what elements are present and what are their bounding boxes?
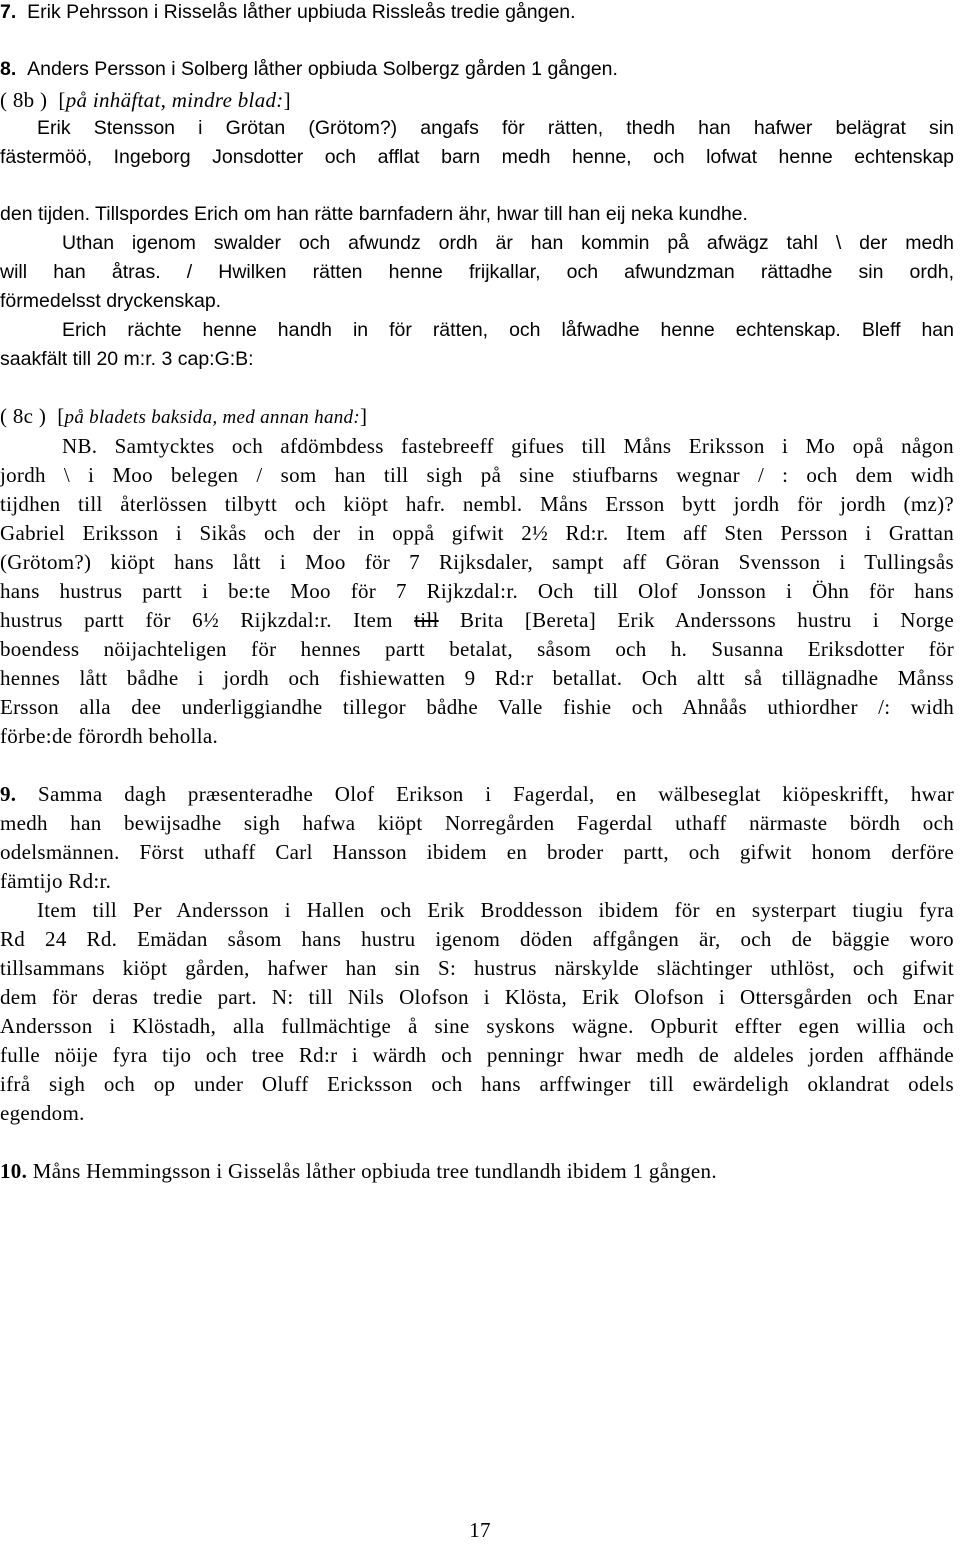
- text-line: Uthan igenom swalder och afwundz ordh är han kommin på afwägz tahl \ der medh: [62, 232, 954, 254]
- note-marker: ( 8c ): [0, 404, 47, 428]
- text-line: jordh \ i Moo belegen / som han till sigh på sine stiufbarns wegnar / : och dem widh: [0, 463, 954, 487]
- item-text: Måns Hemmingsson i Gisselås låther opbiuda tree tundlandh ibidem 1 gången.: [32, 1159, 717, 1183]
- item-7: [0, 0, 576, 27]
- note-marker: ( 8b ): [0, 88, 48, 112]
- text-line: förmedelsst dryckenskap.: [0, 290, 222, 312]
- text-line: tijdhen till återlössen tilbytt och kiöpt hafr. nembl. Måns Ersson bytt jordh för jordh (mz)?: [0, 492, 954, 516]
- item-text: Erik Pehrsson i Risselås låther upbiuda Rissleås tredie gången.: [27, 1, 576, 23]
- text-line: (Grötom?) kiöpt hans lått i Moo för 7 Rijksdaler, sampt aff Göran Svensson i Tullingsås: [0, 550, 954, 574]
- item-number: 9.: [0, 782, 17, 806]
- text-line: Andersson i Klöstadh, alla fullmächtige å sine syskons wägne. Opburit effter egen willia och: [0, 1014, 954, 1038]
- text-line: will han åtras. / Hwilken rätten henne frijkallar, och afwundzman rättadhe sin ordh,: [0, 261, 954, 283]
- item-number: 7.: [0, 1, 17, 23]
- struck-word: till: [414, 608, 439, 632]
- item-text: Anders Persson i Solberg låther opbiuda Solbergz gården 1 gången.: [27, 58, 618, 80]
- text-line: Item till Per Andersson i Hallen och Erik Broddesson ibidem för en systerpart tiugiu fyra: [37, 898, 954, 922]
- text-line: fästermöö, Ingeborg Jonsdotter och afflat barn medh henne, och lofwat henne echtenskap: [0, 146, 954, 168]
- text-line: Rd 24 Rd. Emädan såsom hans hustru igenom döden affgången är, och de bäggie woro: [0, 927, 954, 951]
- text-line: fämtijo Rd:r.: [0, 869, 112, 893]
- text-line: 9. Samma dagh præsenteradhe Olof Erikson i Fagerdal, en wälbeseglat kiöpeskrifft, hwar: [0, 782, 954, 806]
- text-line: den tijden. Tillspordes Erich om han rätte barnfadern ähr, hwar till han eij neka kundhe.: [0, 203, 748, 225]
- item-10: [0, 1157, 717, 1186]
- page-number: 17: [469, 1518, 491, 1542]
- text-line: odelsmännen. Först uthaff Carl Hansson ibidem en broder partt, och gifwit honom derföre: [0, 840, 954, 864]
- text-line: förbe:de förordh beholla.: [0, 724, 219, 748]
- text-line: saakfält till 20 m:r. 3 cap:G:B:: [0, 348, 254, 370]
- text-line: tillsammans kiöpt gården, hafwer han sin S: hustrus närskylde slächtinger uthlöst, och gifwit: [0, 956, 954, 980]
- text-line: egendom.: [0, 1101, 85, 1125]
- text-line: boendess nöijachteligen för hennes partt betalat, såsom och h. Susanna Eriksdotter för: [0, 637, 954, 661]
- item-number: 8.: [0, 58, 17, 80]
- text-line: NB. Samtycktes och afdömbdess fastebreeff gifues till Måns Eriksson i Mo opå någon: [62, 434, 954, 458]
- item-8: [0, 55, 618, 84]
- text-line: dem för deras tredie part. N: till Nils Olofson i Klösta, Erik Olofson i Ottersgården och Enar: [0, 985, 954, 1009]
- text-line: ifrå sigh och op under Oluff Ericksson och hans arffwinger till ewärdeligh oklandrat odels: [0, 1072, 954, 1096]
- text-line: hans hustrus partt i be:te Moo för 7 Rijkzdal:r. Och till Olof Jonsson i Öhn för hans: [0, 579, 954, 603]
- text-line: medh han bewijsadhe sigh hafwa kiöpt Norregården Fagerdal uthaff närmaste bördh och: [0, 811, 954, 835]
- text-line: Erich rächte henne handh in för rätten, och låfwadhe henne echtenskap. Bleff han: [62, 319, 954, 341]
- note-annotation: på bladets baksida, med annan hand:: [64, 407, 360, 428]
- text-line: Gabriel Eriksson i Sikås och der in oppå gifwit 2½ Rd:r. Item aff Sten Persson i Grattan: [0, 521, 954, 545]
- text-line-with-strike: hustrus partt för 6½ Rijkzdal:r. Item till Brita [Bereta] Erik Anderssons hustru i Norge: [0, 608, 954, 632]
- note-8b-header: ( 8b ) [på inhäftat, mindre blad:]: [0, 88, 291, 112]
- text-line: hennes lått bådhe i jordh och fishiewatten 9 Rd:r betallat. Och altt så tillägnadhe Månss: [0, 666, 954, 690]
- text-line: fulle nöije fyra tijo och tree Rd:r i wärdh och penningr hwar medh de aldeles jorden affhände: [0, 1043, 954, 1067]
- item-number: 10.: [0, 1159, 28, 1183]
- note-annotation: på inhäftat, mindre blad:: [65, 88, 284, 112]
- text-line: Erik Stensson i Grötan (Grötom?) angafs för rätten, thedh han hafwer belägrat sin: [37, 117, 954, 139]
- note-8c-header: ( 8c ) [på bladets baksida, med annan hand:]: [0, 404, 368, 428]
- text-line: Ersson alla dee underliggiandhe tillegor bådhe Valle fishie och Ahnåås uthiordher /: widh: [0, 695, 954, 719]
